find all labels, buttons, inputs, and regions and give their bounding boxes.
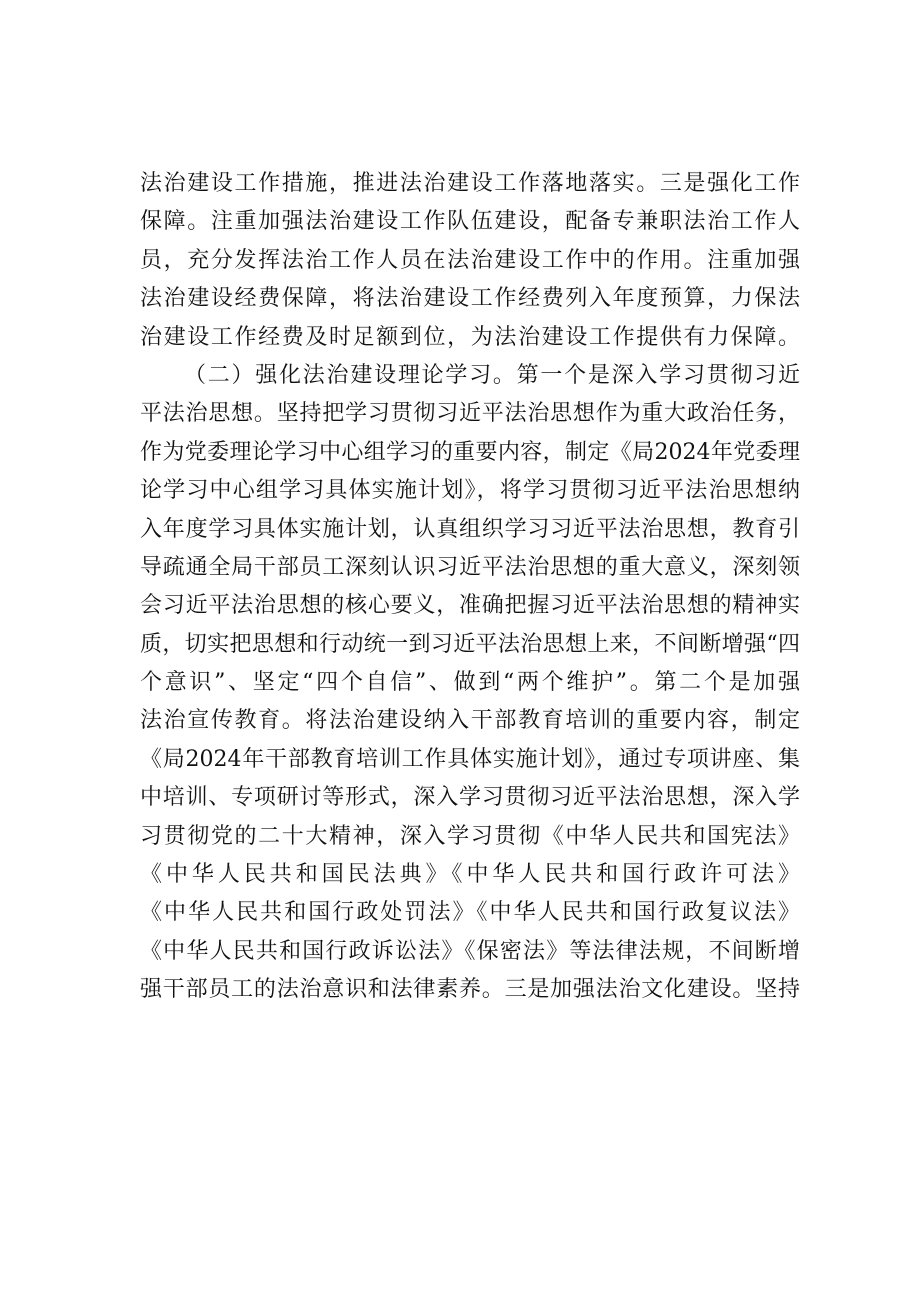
- text-line: 法治建设经费保障，将法治建设工作经费列入年度预算，力保法: [140, 286, 800, 312]
- paragraph-2: [140, 357, 800, 1010]
- text-line: 《中华人民共和国行政诉讼法》《保密法》等法律法规，不间断增: [140, 938, 800, 964]
- text-line: 《中华人民共和国民法典》《中华人民共和国行政许可法》: [140, 862, 800, 888]
- text-line: 个意识”、坚定“四个自信”、做到“两个维护”。第二个是加强: [140, 670, 800, 696]
- text-line: 《中华人民共和国行政处罚法》《中华人民共和国行政复议法》: [140, 900, 800, 926]
- text-line: 会习近平法治思想的核心要义，准确把握习近平法治思想的精神实: [140, 593, 800, 619]
- text-line: 法治建设工作措施，推进法治建设工作落地落实。三是强化工作: [140, 171, 800, 196]
- paragraph-1: [140, 165, 800, 357]
- text-line: 论学习中心组学习具体实施计划》，将学习贯彻习近平法治思想纳: [140, 478, 800, 504]
- text-line: 质，切实把思想和行动统一到习近平法治思想上来，不间断增强“四: [140, 631, 800, 657]
- text-line: 习贯彻党的二十大精神，深入学习贯彻《中华人民共和国宪法》: [140, 823, 800, 849]
- text-line: （二）强化法治建设理论学习。第一个是深入学习贯彻习近: [184, 362, 800, 388]
- document-body: [140, 165, 800, 1010]
- text-line: 作为党委理论学习中心组学习的重要内容，制定《局2024年党委理: [140, 439, 800, 465]
- text-line: 强干部员工的法治意识和法律素养。三是加强法治文化建设。坚持: [140, 977, 800, 1003]
- text-line: 员，充分发挥法治工作人员在法治建设工作中的作用。注重加强: [140, 247, 800, 273]
- text-line: 入年度学习具体实施计划，认真组织学习习近平法治思想，教育引: [140, 516, 800, 542]
- text-line: 中培训、专项研讨等形式，深入学习贯彻习近平法治思想，深入学: [140, 785, 800, 811]
- text-line: 治建设工作经费及时足额到位，为法治建设工作提供有力保障。: [140, 324, 800, 350]
- text-line: 《局2024年干部教育培训工作具体实施计划》，通过专项讲座、集: [140, 746, 800, 772]
- text-line: 平法治思想。坚持把学习贯彻习近平法治思想作为重大政治任务，: [140, 401, 800, 427]
- text-line: 法治宣传教育。将法治建设纳入干部教育培训的重要内容，制定: [140, 708, 800, 734]
- text-line: 导疏通全局干部员工深刻认识习近平法治思想的重大意义，深刻领: [140, 554, 800, 580]
- text-line: 保障。注重加强法治建设工作队伍建设，配备专兼职法治工作人: [140, 209, 800, 235]
